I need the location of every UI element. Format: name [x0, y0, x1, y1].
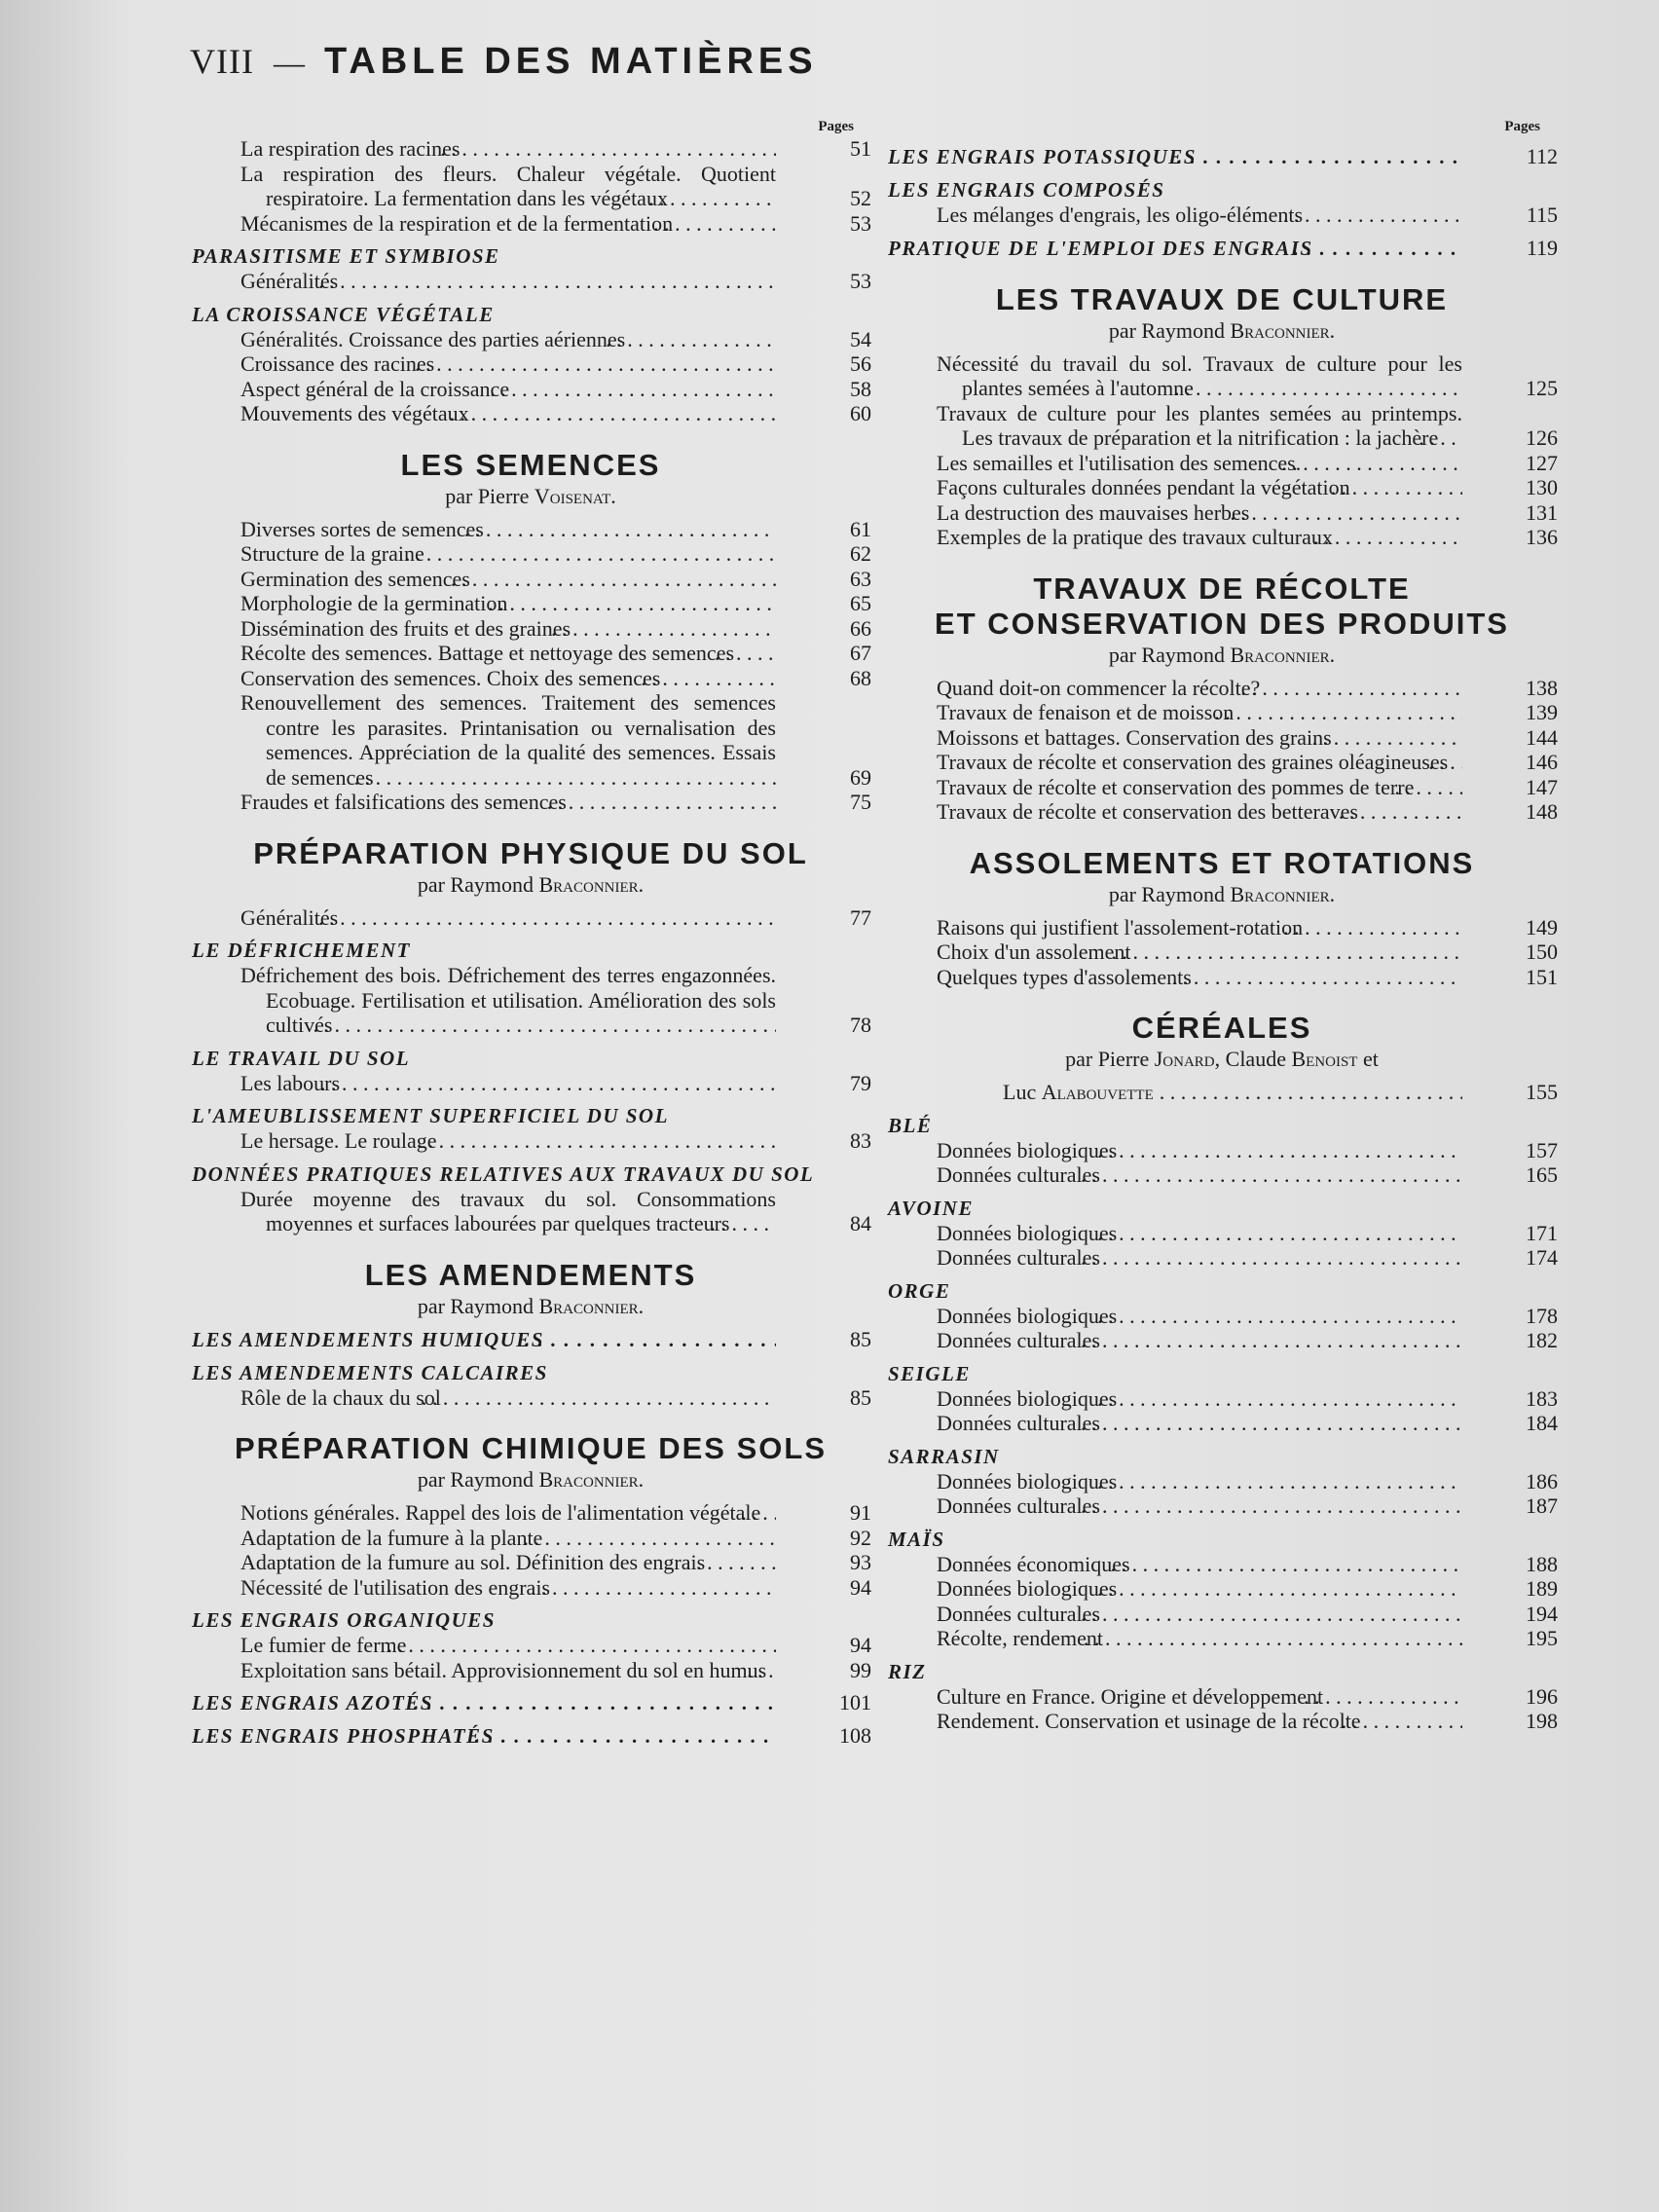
subsection-heading: DONNÉES PRATIQUES RELATIVES AUX TRAVAUX DU SOL: [192, 1161, 815, 1186]
subsection-heading: LES ENGRAIS ORGANIQUES: [192, 1608, 496, 1632]
toc-entry: Renouvellement des semences. Traitement des semences contre les parasites. Printanisation ou vernalisation des semences. Appréciation de la qualité des semences. Essais de semences . . . 69: [190, 690, 871, 790]
crop-heading: ORGE: [888, 1278, 951, 1303]
subsection-entry: LES ENGRAIS AZOTÉS . . . 101: [190, 1690, 871, 1715]
right-column: [886, 119, 1558, 1734]
toc-entry: Choix d'un assolement . . . 150: [886, 940, 1558, 965]
toc-entry: Les labours . . . 79: [190, 1071, 871, 1096]
toc-entry: Données biologiques . . . 157: [886, 1138, 1558, 1163]
toc-entry: Travaux de culture pour les plantes semées au printemps. Les travaux de préparation et la nitrification : la jachère . . . 126: [886, 401, 1558, 451]
toc-entry: Données culturales . . . 174: [886, 1245, 1558, 1271]
toc-entry: Travaux de fenaison et de moisson . . . 139: [886, 700, 1558, 725]
toc-entry: Fraudes et falsifications des semences . . . 75: [190, 790, 871, 815]
subsection-heading: LA CROISSANCE VÉGÉTALE: [192, 302, 495, 326]
toc-entry: Données culturales . . . 187: [886, 1493, 1558, 1519]
section-author: par Pierre Jonard, Claude Benoist et: [1065, 1047, 1379, 1071]
subsection-entry: LES ENGRAIS PHOSPHATÉS . . . 108: [190, 1723, 871, 1749]
toc-entry: Travaux de récolte et conservation des graines oléagineuses . . . 146: [886, 750, 1558, 775]
toc-entry: Notions générales. Rappel des lois de l'alimentation végétale . . . 91: [190, 1500, 871, 1526]
crop-heading: BLÉ: [888, 1113, 933, 1137]
section-title: TRAVAUX DE RÉCOLTE: [1033, 571, 1411, 606]
toc-entry: Mécanismes de la respiration et de la fermentation . . . 53: [190, 211, 871, 237]
crop-heading: SEIGLE: [888, 1361, 971, 1385]
section-title: LES TRAVAUX DE CULTURE: [995, 281, 1449, 316]
toc-entry: Exemples de la pratique des travaux culturaux . . . 136: [886, 525, 1558, 550]
toc-entry: Structure de la graine . . . 62: [190, 541, 871, 567]
section-title-line2: ET CONSERVATION DES PRODUITS: [935, 606, 1509, 641]
toc-entry: Façons culturales données pendant la végétation . . . 130: [886, 475, 1558, 500]
toc-entry: Adaptation de la fumure à la plante . . . 92: [190, 1526, 871, 1551]
section-title: LES SEMENCES: [400, 447, 661, 482]
section-title: LES AMENDEMENTS: [364, 1257, 697, 1292]
section-author: par Raymond Braconnier.: [1108, 881, 1336, 906]
toc-entry: Données biologiques . . . 186: [886, 1469, 1558, 1494]
pages-label: Pages: [818, 119, 854, 134]
toc-entry: Morphologie de la germination . . . 65: [190, 591, 871, 616]
subsection-heading: LES AMENDEMENTS CALCAIRES: [192, 1360, 548, 1384]
toc-entry: Quelques types d'assolements . . . 151: [886, 965, 1558, 990]
crop-heading: AVOINE: [888, 1196, 974, 1220]
toc-entry: Récolte des semences. Battage et nettoyage des semences . . . 67: [190, 641, 871, 666]
subsection-entry: LES AMENDEMENTS HUMIQUES . . . 85: [190, 1327, 871, 1352]
crop-heading: RIZ: [888, 1659, 927, 1683]
subsection-heading: L'AMEUBLISSEMENT SUPERFICIEL DU SOL: [192, 1104, 669, 1127]
toc-entry: Nécessité du travail du sol. Travaux de culture pour les plantes semées à l'automne . . . 125: [886, 351, 1558, 401]
subsection-heading: LE TRAVAIL DU SOL: [192, 1046, 411, 1070]
section-author: par Pierre Voisenat.: [445, 483, 616, 508]
left-column: [190, 119, 871, 1749]
section-title: PRÉPARATION PHYSIQUE DU SOL: [253, 835, 808, 870]
toc-entry: Le hersage. Le roulage . . . 83: [190, 1128, 871, 1154]
toc-entry: Données biologiques . . . 171: [886, 1221, 1558, 1246]
toc-entry: Données économiques . . . 188: [886, 1552, 1558, 1577]
toc-entry: Données culturales . . . 165: [886, 1162, 1558, 1188]
toc-entry: Raisons qui justifient l'assolement-rotation . . . 149: [886, 915, 1558, 940]
subsection-heading: LE DÉFRICHEMENT: [192, 939, 411, 962]
pages-label: Pages: [1504, 119, 1540, 134]
toc-entry: Données culturales . . . 184: [886, 1411, 1558, 1436]
toc-entry: Rendement. Conservation et usinage de la récolte . . . 198: [886, 1709, 1558, 1734]
toc-entry: Défrichement des bois. Défrichement des terres engazonnées. Ecobuage. Fertilisation et utilisation. Amélioration des sols cultivés . . . 78: [190, 963, 871, 1038]
section-author: par Raymond Braconnier.: [1108, 317, 1336, 343]
section-author: par Raymond Braconnier.: [417, 871, 645, 897]
toc-entry: Quand doit-on commencer la récolte? . . . 138: [886, 676, 1558, 701]
page-number: VIII: [190, 42, 254, 81]
toc-entry: Données biologiques . . . 183: [886, 1386, 1558, 1412]
toc-entry: La respiration des fleurs. Chaleur végétale. Quotient respiratoire. La fermentation dans les végétaux . . . 52: [190, 162, 871, 211]
toc-entry: Les mélanges d'engrais, les oligo-éléments . . . 115: [886, 203, 1558, 228]
toc-entry: Données culturales . . . 194: [886, 1602, 1558, 1627]
toc-entry: Mouvements des végétaux . . . 60: [190, 401, 871, 426]
toc-entry: Nécessité de l'utilisation des engrais . . . 94: [190, 1575, 871, 1601]
subsection-entry: PRATIQUE DE L'EMPLOI DES ENGRAIS . . . 119: [886, 236, 1558, 261]
toc-entry: Récolte, rendement . . . 195: [886, 1626, 1558, 1651]
section-author: par Raymond Braconnier.: [417, 1467, 645, 1492]
toc-entry: Travaux de récolte et conservation des betteraves . . . 148: [886, 799, 1558, 825]
toc-entry: Luc Alabouvette . . . 155: [886, 1080, 1558, 1105]
toc-entry: Rôle de la chaux du sol . . . 85: [190, 1385, 871, 1411]
toc-entry: Dissémination des fruits et des graines . . . 66: [190, 616, 871, 642]
toc-entry: Le fumier de ferme . . . 94: [190, 1633, 871, 1658]
toc-entry: Les semailles et l'utilisation des semences. . . . 127: [886, 451, 1558, 476]
toc-entry: La respiration des racines . . . 51: [190, 136, 871, 162]
toc-entry: Données biologiques . . . 178: [886, 1304, 1558, 1329]
subsection-heading: LES ENGRAIS COMPOSÉS: [888, 178, 1165, 202]
toc-entry: Germination des semences . . . 63: [190, 567, 871, 592]
toc-entry: Adaptation de la fumure au sol. Définition des engrais . . . 93: [190, 1550, 871, 1575]
toc-entry: Aspect général de la croissance . . . 58: [190, 377, 871, 402]
page-header: [190, 41, 818, 83]
section-author: par Raymond Braconnier.: [417, 1293, 645, 1318]
toc-entry: Généralités . . . 53: [190, 269, 871, 294]
toc-entry: Généralités . . . 77: [190, 905, 871, 931]
toc-entry: Exploitation sans bétail. Approvisionnement du sol en humus . . . 99: [190, 1658, 871, 1683]
crop-heading: MAÏS: [888, 1527, 945, 1551]
toc-entry: Données culturales . . . 182: [886, 1328, 1558, 1353]
section-title: CÉRÉALES: [1131, 1011, 1312, 1045]
toc-entry: La destruction des mauvaises herbes . . . 131: [886, 500, 1558, 526]
subsection-entry: LES ENGRAIS POTASSIQUES . . . 112: [886, 144, 1558, 169]
toc-entry: Moissons et battages. Conservation des grains . . . 144: [886, 725, 1558, 751]
crop-heading: SARRASIN: [888, 1444, 1000, 1468]
section-title: ASSOLEMENTS ET ROTATIONS: [969, 845, 1475, 880]
toc-entry: Durée moyenne des travaux du sol. Consommations moyennes et surfaces labourées par quelques tracteurs . . . 84: [190, 1187, 871, 1236]
toc-entry: Croissance des racines . . . 56: [190, 351, 871, 377]
toc-entry: Culture en France. Origine et développement . . . 196: [886, 1684, 1558, 1710]
toc-entry: Généralités. Croissance des parties aériennes . . . 54: [190, 327, 871, 352]
section-author: par Raymond Braconnier.: [1108, 642, 1336, 667]
toc-entry: Données biologiques . . . 189: [886, 1576, 1558, 1602]
toc-entry: Diverses sortes de semences . . . 61: [190, 517, 871, 542]
section-title: PRÉPARATION CHIMIQUE DES SOLS: [234, 1431, 827, 1465]
page-title: TABLE DES MATIÈRES: [323, 41, 818, 82]
subsection-heading: PARASITISME ET SYMBIOSE: [192, 244, 500, 268]
toc-entry: Conservation des semences. Choix des semences . . . 68: [190, 666, 871, 691]
header-separator: —: [273, 45, 305, 80]
toc-entry: Travaux de récolte et conservation des pommes de terre . . . 147: [886, 775, 1558, 800]
